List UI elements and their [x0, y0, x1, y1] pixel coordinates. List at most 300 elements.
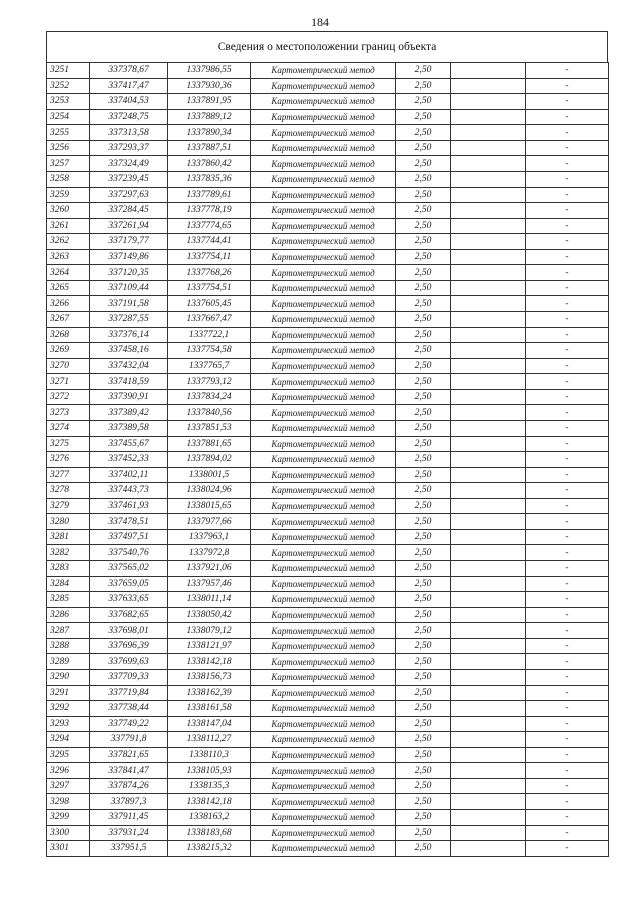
table-row: [47, 623, 609, 639]
method-cell: Картометрический метод: [251, 171, 396, 187]
x-coordinate-cell: 337461,93: [90, 498, 168, 514]
x-coordinate-cell: 337443,73: [90, 483, 168, 499]
accuracy-cell: 2,50: [396, 825, 451, 841]
description-cell: [451, 607, 526, 623]
table-row: [47, 265, 609, 281]
table-row: [47, 420, 609, 436]
note-cell: -: [526, 685, 609, 701]
accuracy-cell: 2,50: [396, 483, 451, 499]
note-cell: -: [526, 452, 609, 468]
note-cell: -: [526, 732, 609, 748]
point-number-cell: 3286: [47, 607, 90, 623]
y-coordinate-cell: 1337963,1: [168, 529, 251, 545]
x-coordinate-cell: 337633,65: [90, 592, 168, 608]
x-coordinate-cell: 337239,45: [90, 171, 168, 187]
accuracy-cell: 2,50: [396, 405, 451, 421]
note-cell: -: [526, 78, 609, 94]
y-coordinate-cell: 1338135,3: [168, 778, 251, 794]
y-coordinate-cell: 1338121,97: [168, 638, 251, 654]
method-cell: Картометрический метод: [251, 234, 396, 250]
point-number-cell: 3297: [47, 778, 90, 794]
note-cell: -: [526, 343, 609, 359]
accuracy-cell: 2,50: [396, 187, 451, 203]
point-number-cell: 3272: [47, 389, 90, 405]
point-number-cell: 3263: [47, 249, 90, 265]
accuracy-cell: 2,50: [396, 312, 451, 328]
accuracy-cell: 2,50: [396, 249, 451, 265]
note-cell: -: [526, 467, 609, 483]
description-cell: [451, 747, 526, 763]
method-cell: Картометрический метод: [251, 701, 396, 717]
note-cell: -: [526, 171, 609, 187]
x-coordinate-cell: 337287,55: [90, 312, 168, 328]
table-row: [47, 545, 609, 561]
note-cell: -: [526, 156, 609, 172]
x-coordinate-cell: 337389,42: [90, 405, 168, 421]
table-row: [47, 498, 609, 514]
x-coordinate-cell: 337389,58: [90, 420, 168, 436]
point-number-cell: 3251: [47, 63, 90, 79]
point-number-cell: 3283: [47, 561, 90, 577]
point-number-cell: 3266: [47, 296, 90, 312]
accuracy-cell: 2,50: [396, 203, 451, 219]
description-cell: [451, 498, 526, 514]
table-row: [47, 576, 609, 592]
accuracy-cell: 2,50: [396, 109, 451, 125]
x-coordinate-cell: 337565,02: [90, 561, 168, 577]
note-cell: -: [526, 514, 609, 530]
x-coordinate-cell: 337293,37: [90, 140, 168, 156]
method-cell: Картометрический метод: [251, 218, 396, 234]
table-row: [47, 701, 609, 717]
point-number-cell: 3285: [47, 592, 90, 608]
table-row: [47, 716, 609, 732]
y-coordinate-cell: 1337778,19: [168, 203, 251, 219]
note-cell: -: [526, 825, 609, 841]
x-coordinate-cell: 337682,65: [90, 607, 168, 623]
note-cell: -: [526, 420, 609, 436]
point-number-cell: 3300: [47, 825, 90, 841]
y-coordinate-cell: 1337894,02: [168, 452, 251, 468]
point-number-cell: 3260: [47, 203, 90, 219]
table-row: [47, 483, 609, 499]
method-cell: Картометрический метод: [251, 778, 396, 794]
point-number-cell: 3274: [47, 420, 90, 436]
x-coordinate-cell: 337455,67: [90, 436, 168, 452]
description-cell: [451, 109, 526, 125]
x-coordinate-cell: 337699,63: [90, 654, 168, 670]
description-cell: [451, 467, 526, 483]
method-cell: Картометрический метод: [251, 327, 396, 343]
point-number-cell: 3282: [47, 545, 90, 561]
x-coordinate-cell: 337432,04: [90, 358, 168, 374]
note-cell: -: [526, 483, 609, 499]
description-cell: [451, 514, 526, 530]
description-cell: [451, 763, 526, 779]
description-cell: [451, 685, 526, 701]
table-row: [47, 63, 609, 79]
point-number-cell: 3273: [47, 405, 90, 421]
accuracy-cell: 2,50: [396, 63, 451, 79]
x-coordinate-cell: 337324,49: [90, 156, 168, 172]
accuracy-cell: 2,50: [396, 841, 451, 857]
x-coordinate-cell: 337378,67: [90, 63, 168, 79]
note-cell: -: [526, 405, 609, 421]
note-cell: -: [526, 280, 609, 296]
accuracy-cell: 2,50: [396, 654, 451, 670]
y-coordinate-cell: 1337891,95: [168, 94, 251, 110]
method-cell: Картометрический метод: [251, 841, 396, 857]
note-cell: -: [526, 810, 609, 826]
y-coordinate-cell: 1337930,36: [168, 78, 251, 94]
x-coordinate-cell: 337458,16: [90, 343, 168, 359]
description-cell: [451, 234, 526, 250]
description-cell: [451, 561, 526, 577]
accuracy-cell: 2,50: [396, 498, 451, 514]
note-cell: -: [526, 249, 609, 265]
point-number-cell: 3284: [47, 576, 90, 592]
method-cell: Картометрический метод: [251, 125, 396, 141]
note-cell: -: [526, 187, 609, 203]
note-cell: -: [526, 763, 609, 779]
x-coordinate-cell: 337738,44: [90, 701, 168, 717]
accuracy-cell: 2,50: [396, 358, 451, 374]
method-cell: Картометрический метод: [251, 296, 396, 312]
description-cell: [451, 389, 526, 405]
point-number-cell: 3296: [47, 763, 90, 779]
note-cell: -: [526, 125, 609, 141]
x-coordinate-cell: 337821,65: [90, 747, 168, 763]
description-cell: [451, 592, 526, 608]
y-coordinate-cell: 1338161,58: [168, 701, 251, 717]
note-cell: -: [526, 529, 609, 545]
table-row: [47, 732, 609, 748]
description-cell: [451, 249, 526, 265]
y-coordinate-cell: 1337986,55: [168, 63, 251, 79]
point-number-cell: 3293: [47, 716, 90, 732]
method-cell: Картометрический метод: [251, 109, 396, 125]
method-cell: Картометрический метод: [251, 576, 396, 592]
description-cell: [451, 545, 526, 561]
note-cell: -: [526, 561, 609, 577]
accuracy-cell: 2,50: [396, 763, 451, 779]
note-cell: -: [526, 669, 609, 685]
table-row: [47, 109, 609, 125]
method-cell: Картометрический метод: [251, 187, 396, 203]
note-cell: -: [526, 389, 609, 405]
accuracy-cell: 2,50: [396, 420, 451, 436]
description-cell: [451, 78, 526, 94]
method-cell: Картометрический метод: [251, 810, 396, 826]
x-coordinate-cell: 337109,44: [90, 280, 168, 296]
y-coordinate-cell: 1338147,04: [168, 716, 251, 732]
table-row: [47, 436, 609, 452]
description-cell: [451, 638, 526, 654]
y-coordinate-cell: 1337851,53: [168, 420, 251, 436]
accuracy-cell: 2,50: [396, 529, 451, 545]
accuracy-cell: 2,50: [396, 343, 451, 359]
point-number-cell: 3254: [47, 109, 90, 125]
y-coordinate-cell: 1337667,47: [168, 312, 251, 328]
x-coordinate-cell: 337191,58: [90, 296, 168, 312]
point-number-cell: 3287: [47, 623, 90, 639]
x-coordinate-cell: 337120,35: [90, 265, 168, 281]
accuracy-cell: 2,50: [396, 389, 451, 405]
x-coordinate-cell: 337791,8: [90, 732, 168, 748]
y-coordinate-cell: 1337881,65: [168, 436, 251, 452]
y-coordinate-cell: 1338110,3: [168, 747, 251, 763]
y-coordinate-cell: 1337977,66: [168, 514, 251, 530]
method-cell: Картометрический метод: [251, 467, 396, 483]
description-cell: [451, 187, 526, 203]
method-cell: Картометрический метод: [251, 732, 396, 748]
point-number-cell: 3270: [47, 358, 90, 374]
y-coordinate-cell: 1337793,12: [168, 374, 251, 390]
accuracy-cell: 2,50: [396, 794, 451, 810]
method-cell: Картометрический метод: [251, 794, 396, 810]
method-cell: Картометрический метод: [251, 763, 396, 779]
y-coordinate-cell: 1337768,26: [168, 265, 251, 281]
table-row: [47, 187, 609, 203]
y-coordinate-cell: 1338142,18: [168, 794, 251, 810]
point-number-cell: 3264: [47, 265, 90, 281]
note-cell: -: [526, 63, 609, 79]
x-coordinate-cell: 337417,47: [90, 78, 168, 94]
point-number-cell: 3267: [47, 312, 90, 328]
y-coordinate-cell: 1338079,12: [168, 623, 251, 639]
accuracy-cell: 2,50: [396, 452, 451, 468]
table-row: [47, 592, 609, 608]
note-cell: -: [526, 654, 609, 670]
y-coordinate-cell: 1337889,12: [168, 109, 251, 125]
method-cell: Картометрический метод: [251, 592, 396, 608]
note-cell: -: [526, 841, 609, 857]
point-number-cell: 3289: [47, 654, 90, 670]
x-coordinate-cell: 337841,47: [90, 763, 168, 779]
description-cell: [451, 265, 526, 281]
note-cell: -: [526, 623, 609, 639]
accuracy-cell: 2,50: [396, 265, 451, 281]
y-coordinate-cell: 1338112,27: [168, 732, 251, 748]
method-cell: Картометрический метод: [251, 140, 396, 156]
method-cell: Картометрический метод: [251, 420, 396, 436]
note-cell: -: [526, 716, 609, 732]
x-coordinate-cell: 337719,84: [90, 685, 168, 701]
point-number-cell: 3256: [47, 140, 90, 156]
x-coordinate-cell: 337749,22: [90, 716, 168, 732]
y-coordinate-cell: 1338001,5: [168, 467, 251, 483]
table-row: [47, 810, 609, 826]
note-cell: -: [526, 436, 609, 452]
note-cell: -: [526, 94, 609, 110]
x-coordinate-cell: 337497,51: [90, 529, 168, 545]
y-coordinate-cell: 1337765,7: [168, 358, 251, 374]
accuracy-cell: 2,50: [396, 747, 451, 763]
method-cell: Картометрический метод: [251, 545, 396, 561]
y-coordinate-cell: 1337972,8: [168, 545, 251, 561]
y-coordinate-cell: 1338105,93: [168, 763, 251, 779]
note-cell: -: [526, 234, 609, 250]
note-cell: -: [526, 576, 609, 592]
table-row: [47, 203, 609, 219]
table-row: [47, 561, 609, 577]
description-cell: [451, 778, 526, 794]
method-cell: Картометрический метод: [251, 94, 396, 110]
table-row: [47, 171, 609, 187]
method-cell: Картометрический метод: [251, 436, 396, 452]
x-coordinate-cell: 337297,63: [90, 187, 168, 203]
method-cell: Картометрический метод: [251, 514, 396, 530]
point-number-cell: 3299: [47, 810, 90, 826]
accuracy-cell: 2,50: [396, 701, 451, 717]
method-cell: Картометрический метод: [251, 374, 396, 390]
note-cell: -: [526, 545, 609, 561]
accuracy-cell: 2,50: [396, 327, 451, 343]
table-row: [47, 452, 609, 468]
note-cell: -: [526, 794, 609, 810]
point-number-cell: 3258: [47, 171, 90, 187]
x-coordinate-cell: 337897,3: [90, 794, 168, 810]
y-coordinate-cell: 1337744,41: [168, 234, 251, 250]
description-cell: [451, 94, 526, 110]
x-coordinate-cell: 337696,39: [90, 638, 168, 654]
y-coordinate-cell: 1338024,96: [168, 483, 251, 499]
table-row: [47, 389, 609, 405]
description-cell: [451, 669, 526, 685]
accuracy-cell: 2,50: [396, 623, 451, 639]
point-number-cell: 3294: [47, 732, 90, 748]
description-cell: [451, 810, 526, 826]
table-row: [47, 78, 609, 94]
description-cell: [451, 63, 526, 79]
description-cell: [451, 296, 526, 312]
x-coordinate-cell: 337179,77: [90, 234, 168, 250]
accuracy-cell: 2,50: [396, 436, 451, 452]
method-cell: Картометрический метод: [251, 561, 396, 577]
method-cell: Картометрический метод: [251, 452, 396, 468]
accuracy-cell: 2,50: [396, 171, 451, 187]
accuracy-cell: 2,50: [396, 810, 451, 826]
note-cell: -: [526, 203, 609, 219]
method-cell: Картометрический метод: [251, 716, 396, 732]
method-cell: Картометрический метод: [251, 529, 396, 545]
note-cell: -: [526, 218, 609, 234]
x-coordinate-cell: 337452,33: [90, 452, 168, 468]
y-coordinate-cell: 1337722,1: [168, 327, 251, 343]
y-coordinate-cell: 1338050,42: [168, 607, 251, 623]
note-cell: -: [526, 312, 609, 328]
x-coordinate-cell: 337659,05: [90, 576, 168, 592]
y-coordinate-cell: 1338162,39: [168, 685, 251, 701]
point-number-cell: 3253: [47, 94, 90, 110]
method-cell: Картометрический метод: [251, 747, 396, 763]
accuracy-cell: 2,50: [396, 156, 451, 172]
note-cell: -: [526, 592, 609, 608]
table-row: [47, 343, 609, 359]
y-coordinate-cell: 1337834,24: [168, 389, 251, 405]
note-cell: -: [526, 140, 609, 156]
point-number-cell: 3292: [47, 701, 90, 717]
point-number-cell: 3259: [47, 187, 90, 203]
method-cell: Картометрический метод: [251, 203, 396, 219]
description-cell: [451, 312, 526, 328]
boundary-table: [46, 31, 608, 857]
point-number-cell: 3278: [47, 483, 90, 499]
point-number-cell: 3290: [47, 669, 90, 685]
point-number-cell: 3255: [47, 125, 90, 141]
description-cell: [451, 280, 526, 296]
table-row: [47, 529, 609, 545]
note-cell: -: [526, 701, 609, 717]
point-number-cell: 3280: [47, 514, 90, 530]
note-cell: -: [526, 638, 609, 654]
x-coordinate-cell: 337540,76: [90, 545, 168, 561]
y-coordinate-cell: 1337605,45: [168, 296, 251, 312]
x-coordinate-cell: 337478,51: [90, 514, 168, 530]
y-coordinate-cell: 1337754,58: [168, 343, 251, 359]
method-cell: Картометрический метод: [251, 249, 396, 265]
y-coordinate-cell: 1337835,36: [168, 171, 251, 187]
description-cell: [451, 623, 526, 639]
table-row: [47, 296, 609, 312]
note-cell: -: [526, 358, 609, 374]
accuracy-cell: 2,50: [396, 218, 451, 234]
table-row: [47, 94, 609, 110]
point-number-cell: 3276: [47, 452, 90, 468]
point-number-cell: 3262: [47, 234, 90, 250]
description-cell: [451, 358, 526, 374]
x-coordinate-cell: 337261,94: [90, 218, 168, 234]
table-row: [47, 763, 609, 779]
table-row: [47, 514, 609, 530]
x-coordinate-cell: 337390,91: [90, 389, 168, 405]
table-row: [47, 747, 609, 763]
method-cell: Картометрический метод: [251, 78, 396, 94]
description-cell: [451, 794, 526, 810]
point-number-cell: 3291: [47, 685, 90, 701]
accuracy-cell: 2,50: [396, 669, 451, 685]
y-coordinate-cell: 1337754,51: [168, 280, 251, 296]
point-number-cell: 3269: [47, 343, 90, 359]
accuracy-cell: 2,50: [396, 638, 451, 654]
table-row: [47, 778, 609, 794]
y-coordinate-cell: 1337860,42: [168, 156, 251, 172]
y-coordinate-cell: 1338183,68: [168, 825, 251, 841]
accuracy-cell: 2,50: [396, 94, 451, 110]
description-cell: [451, 436, 526, 452]
method-cell: Картометрический метод: [251, 498, 396, 514]
y-coordinate-cell: 1337840,56: [168, 405, 251, 421]
point-number-cell: 3298: [47, 794, 90, 810]
y-coordinate-cell: 1338142,18: [168, 654, 251, 670]
table-body: [47, 63, 609, 857]
y-coordinate-cell: 1337887,51: [168, 140, 251, 156]
description-cell: [451, 156, 526, 172]
description-cell: [451, 576, 526, 592]
note-cell: -: [526, 265, 609, 281]
table-row: [47, 405, 609, 421]
x-coordinate-cell: 337376,14: [90, 327, 168, 343]
y-coordinate-cell: 1338156,73: [168, 669, 251, 685]
note-cell: -: [526, 327, 609, 343]
table-title: Сведения о местоположении границ объекта: [46, 31, 608, 62]
table-row: [47, 669, 609, 685]
description-cell: [451, 732, 526, 748]
description-cell: [451, 405, 526, 421]
point-number-cell: 3257: [47, 156, 90, 172]
note-cell: -: [526, 109, 609, 125]
table-row: [47, 654, 609, 670]
